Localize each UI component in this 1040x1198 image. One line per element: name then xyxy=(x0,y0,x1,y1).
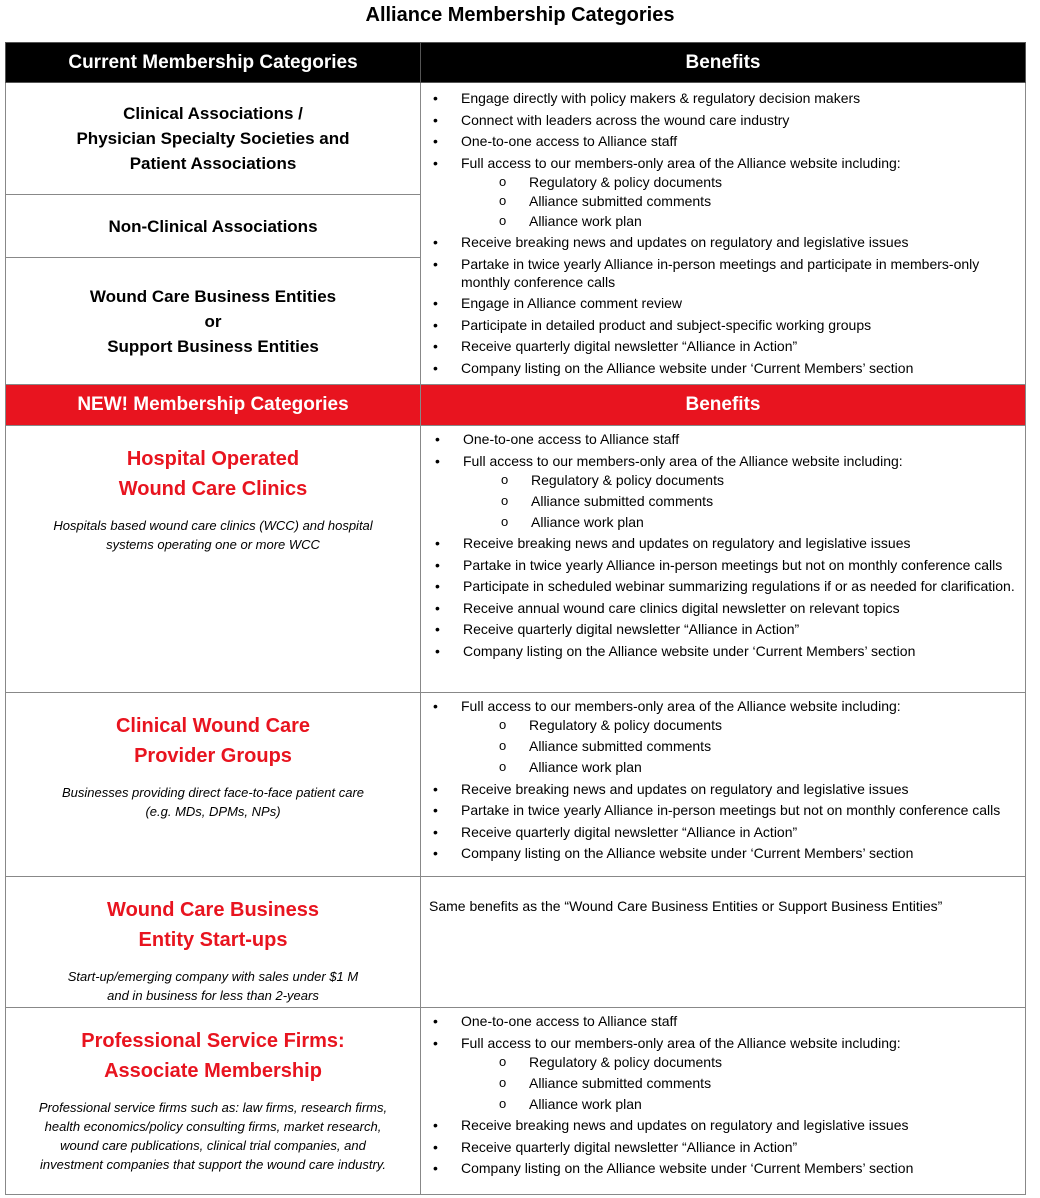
bullet-icon: • xyxy=(433,1013,438,1029)
list-item xyxy=(463,471,1017,489)
list-item xyxy=(433,642,1017,660)
description-line: and in business for less than 2-years xyxy=(107,988,319,1003)
list-item xyxy=(431,111,1017,129)
list-item xyxy=(463,513,1017,531)
list-item xyxy=(461,212,1017,230)
circle-bullet-icon: o xyxy=(499,1053,507,1069)
category-line: Patient Associations xyxy=(129,154,297,174)
description-line: systems operating one or more WCC xyxy=(106,537,320,552)
circle-bullet-icon: o xyxy=(499,717,507,732)
sub-list xyxy=(461,1053,1017,1113)
circle-bullet-icon: o xyxy=(501,471,509,487)
new-row-provider-groups xyxy=(6,693,1026,877)
benefit-text: Company listing on the Alliance website under ‘Current Members’ section xyxy=(461,845,914,861)
category-name: Entity Start-ups xyxy=(138,929,288,951)
benefit-text: Receive quarterly digital newsletter “Alliance in Action” xyxy=(461,1138,798,1155)
list-item xyxy=(463,492,1017,510)
bullet-icon: • xyxy=(433,845,438,861)
circle-bullet-icon: o xyxy=(499,759,507,774)
hospital-benefits-cell xyxy=(421,426,1026,693)
bullet-icon: • xyxy=(433,1138,438,1155)
category-hospital-clinics xyxy=(6,426,421,693)
bullet-icon: • xyxy=(435,642,440,659)
current-benefits-list xyxy=(421,83,1025,384)
list-item xyxy=(461,737,1017,755)
benefit-text: One-to-one access to Alliance staff xyxy=(463,431,680,447)
category-business-entities xyxy=(6,258,421,385)
list-item xyxy=(431,337,1017,355)
benefit-text: Receive annual wound care clinics digital newsletter on relevant topics xyxy=(463,599,900,616)
benefit-text: Receive breaking news and updates on regulatory and legislative issues xyxy=(461,1117,909,1133)
bullet-icon: • xyxy=(433,1117,438,1133)
list-item xyxy=(431,132,1017,150)
description-line: Start-up/emerging company with sales under $1 M xyxy=(67,969,359,984)
category-name: Associate Membership xyxy=(104,1060,322,1082)
list-item xyxy=(431,89,1017,107)
list-item xyxy=(461,758,1017,776)
circle-bullet-icon: o xyxy=(499,193,507,208)
list-item xyxy=(461,1074,1017,1092)
sub-benefit-text: Regulatory & policy documents xyxy=(529,173,722,190)
bullet-icon: • xyxy=(435,578,440,594)
benefit-text: Receive breaking news and updates on regulatory and legislative issues xyxy=(461,780,909,797)
category-description xyxy=(6,1098,420,1174)
list-item xyxy=(431,154,1017,230)
bullet-icon: • xyxy=(433,255,438,272)
list-item xyxy=(433,599,1017,617)
circle-bullet-icon: o xyxy=(501,492,509,508)
current-header-row xyxy=(6,43,1026,83)
bullet-icon: • xyxy=(433,780,438,797)
benefit-text: Receive breaking news and updates on regulatory and legislative issues xyxy=(463,535,911,551)
benefit-text: Full access to our members-only area of the Alliance website including: xyxy=(463,452,903,469)
professional-benefits-cell xyxy=(421,1008,1026,1195)
circle-bullet-icon: o xyxy=(499,1095,507,1111)
bullet-icon: • xyxy=(433,133,438,149)
category-line: or xyxy=(204,311,222,331)
new-header-row xyxy=(6,385,1026,426)
list-item xyxy=(433,556,1017,574)
benefit-text: Partake in twice yearly Alliance in-person meetings but not on monthly conference calls xyxy=(463,556,1003,573)
current-benefits-header: Benefits xyxy=(421,43,1026,83)
list-item xyxy=(461,716,1017,734)
bullet-icon: • xyxy=(435,452,440,469)
bullet-icon: • xyxy=(433,698,438,714)
circle-bullet-icon: o xyxy=(499,212,507,228)
list-item xyxy=(431,359,1017,377)
bullet-icon: • xyxy=(435,556,440,573)
category-line: Physician Specialty Societies and xyxy=(76,129,350,149)
circle-bullet-icon: o xyxy=(499,738,507,753)
category-line: Clinical Associations / xyxy=(123,104,303,124)
category-name: Wound Care Business xyxy=(107,899,319,921)
list-item xyxy=(433,430,1017,448)
category-description xyxy=(6,783,420,821)
benefits-list xyxy=(421,1008,1025,1185)
category-line: Wound Care Business Entities xyxy=(89,286,337,306)
list-item xyxy=(431,823,1017,841)
sub-benefit-text: Regulatory & policy documents xyxy=(529,1053,722,1070)
bullet-icon: • xyxy=(433,154,438,171)
provider-benefits-cell xyxy=(421,693,1026,877)
benefit-text: Full access to our members-only area of the Alliance website including: xyxy=(461,154,901,171)
benefit-text: Partake in twice yearly Alliance in-person meetings and participate in members-only monthly conference calls xyxy=(461,255,980,290)
page-title: Alliance Membership Categories xyxy=(365,4,675,26)
category-professional-firms xyxy=(6,1008,421,1195)
list-item xyxy=(431,233,1017,251)
new-categories-header: NEW! Membership Categories xyxy=(6,385,421,426)
bullet-icon: • xyxy=(435,535,440,551)
description-line: Hospitals based wound care clinics (WCC) and hospital xyxy=(53,518,373,533)
list-item xyxy=(461,173,1017,191)
sub-benefit-text: Alliance work plan xyxy=(531,513,644,530)
description-line: wound care publications, clinical trial companies, and xyxy=(60,1138,366,1153)
benefit-text: Connect with leaders across the wound care industry xyxy=(461,111,790,128)
bullet-icon: • xyxy=(433,111,438,128)
new-benefits-header: Benefits xyxy=(421,385,1026,426)
category-name: Provider Groups xyxy=(134,745,292,767)
bullet-icon: • xyxy=(433,90,438,106)
benefit-text: Receive quarterly digital newsletter “Alliance in Action” xyxy=(461,338,798,354)
benefit-text: Engage in Alliance comment review xyxy=(461,295,683,311)
benefit-text: One-to-one access to Alliance staff xyxy=(461,1013,678,1029)
list-item xyxy=(433,577,1017,595)
benefit-text: Engage directly with policy makers & regulatory decision makers xyxy=(461,90,861,106)
description-line: investment companies that support the wound care industry. xyxy=(40,1157,386,1172)
category-description xyxy=(6,516,420,554)
bullet-icon: • xyxy=(433,823,438,840)
description-line: health economics/policy consulting firms, market research, xyxy=(44,1119,382,1134)
category-line: Support Business Entities xyxy=(107,336,319,356)
description-line: (e.g. MDs, DPMs, NPs) xyxy=(145,804,281,819)
bullet-icon: • xyxy=(435,599,440,616)
list-item xyxy=(433,452,1017,531)
list-item xyxy=(431,697,1017,776)
list-item xyxy=(431,801,1017,819)
list-item xyxy=(431,255,1017,291)
benefit-text: Receive quarterly digital newsletter “Alliance in Action” xyxy=(461,823,798,840)
bullet-icon: • xyxy=(433,1160,438,1176)
sub-benefit-text: Alliance submitted comments xyxy=(529,193,712,209)
list-item xyxy=(431,780,1017,798)
description-line: Professional service firms such as: law firms, research firms, xyxy=(38,1100,388,1115)
list-item xyxy=(431,294,1017,312)
sub-list xyxy=(461,716,1017,776)
benefit-text: Full access to our members-only area of the Alliance website including: xyxy=(461,698,901,714)
category-name: Professional Service Firms: xyxy=(81,1030,345,1052)
circle-bullet-icon: o xyxy=(499,1074,507,1090)
benefit-text: Company listing on the Alliance website under ‘Current Members’ section xyxy=(461,1160,914,1176)
circle-bullet-icon: o xyxy=(501,513,509,529)
category-name: Clinical Wound Care xyxy=(115,715,311,737)
list-item xyxy=(433,620,1017,638)
new-row-professional-firms xyxy=(6,1008,1026,1195)
category-name: Hospital Operated xyxy=(126,448,300,470)
benefit-text: Partake in twice yearly Alliance in-person meetings but not on monthly conference calls xyxy=(461,802,1001,818)
sub-list xyxy=(463,471,1017,531)
sub-list xyxy=(461,173,1017,230)
benefit-text: Participate in scheduled webinar summarizing regulations if or as needed for clarification. xyxy=(463,578,1015,594)
bullet-icon: • xyxy=(433,295,438,311)
sub-benefit-text: Alliance submitted comments xyxy=(529,1074,712,1091)
bullet-icon: • xyxy=(433,1034,438,1051)
sub-benefit-text: Alliance work plan xyxy=(529,1095,642,1112)
list-item xyxy=(431,1138,1017,1156)
current-row-clinical xyxy=(6,83,1026,195)
benefit-text: Full access to our members-only area of the Alliance website including: xyxy=(461,1034,901,1051)
benefit-text: Company listing on the Alliance website under ‘Current Members’ section xyxy=(461,359,914,376)
sub-benefit-text: Alliance work plan xyxy=(529,212,642,229)
benefit-text: Receive quarterly digital newsletter “Alliance in Action” xyxy=(463,621,800,637)
bullet-icon: • xyxy=(433,316,438,333)
description-line: Businesses providing direct face-to-face patient care xyxy=(61,785,365,800)
list-item xyxy=(431,1159,1017,1177)
new-row-startups xyxy=(6,877,1026,1008)
benefit-text: Company listing on the Alliance website under ‘Current Members’ section xyxy=(463,642,916,659)
current-categories-header: Current Membership Categories xyxy=(6,43,421,83)
bullet-icon: • xyxy=(433,802,438,818)
bullet-icon: • xyxy=(433,234,438,250)
membership-table xyxy=(5,42,1026,1195)
category-clinical-associations xyxy=(6,83,421,195)
category-provider-groups xyxy=(6,693,421,877)
sub-benefit-text: Alliance submitted comments xyxy=(529,738,712,754)
benefits-list xyxy=(421,426,1025,667)
category-description xyxy=(6,967,420,1005)
list-item xyxy=(461,1095,1017,1113)
sub-benefit-text: Alliance submitted comments xyxy=(531,492,714,509)
list-item xyxy=(433,534,1017,552)
bullet-icon: • xyxy=(433,359,438,376)
benefit-text: Participate in detailed product and subject-specific working groups xyxy=(461,316,872,333)
new-row-hospital-clinics xyxy=(6,426,1026,693)
sub-benefit-text: Regulatory & policy documents xyxy=(529,717,722,733)
category-non-clinical-associations: Non-Clinical Associations xyxy=(6,195,421,258)
benefit-text: One-to-one access to Alliance staff xyxy=(461,133,678,149)
current-benefits-cell xyxy=(421,83,1026,385)
bullet-icon: • xyxy=(435,431,440,447)
list-item xyxy=(431,844,1017,862)
circle-bullet-icon: o xyxy=(499,173,507,189)
bullet-icon: • xyxy=(433,338,438,354)
list-item xyxy=(461,1053,1017,1071)
category-startups xyxy=(6,877,421,1008)
benefit-text: Receive breaking news and updates on regulatory and legislative issues xyxy=(461,234,909,250)
list-item xyxy=(431,1012,1017,1030)
sub-benefit-text: Regulatory & policy documents xyxy=(531,471,724,488)
category-name: Wound Care Clinics xyxy=(118,478,308,500)
list-item xyxy=(461,192,1017,210)
benefits-list xyxy=(421,693,1025,870)
list-item xyxy=(431,316,1017,334)
bullet-icon: • xyxy=(435,621,440,637)
list-item xyxy=(431,1034,1017,1113)
list-item xyxy=(431,1116,1017,1134)
startup-benefits-text: Same benefits as the “Wound Care Business Entities or Support Business Entities” xyxy=(421,877,1026,1008)
sub-benefit-text: Alliance work plan xyxy=(529,759,642,775)
